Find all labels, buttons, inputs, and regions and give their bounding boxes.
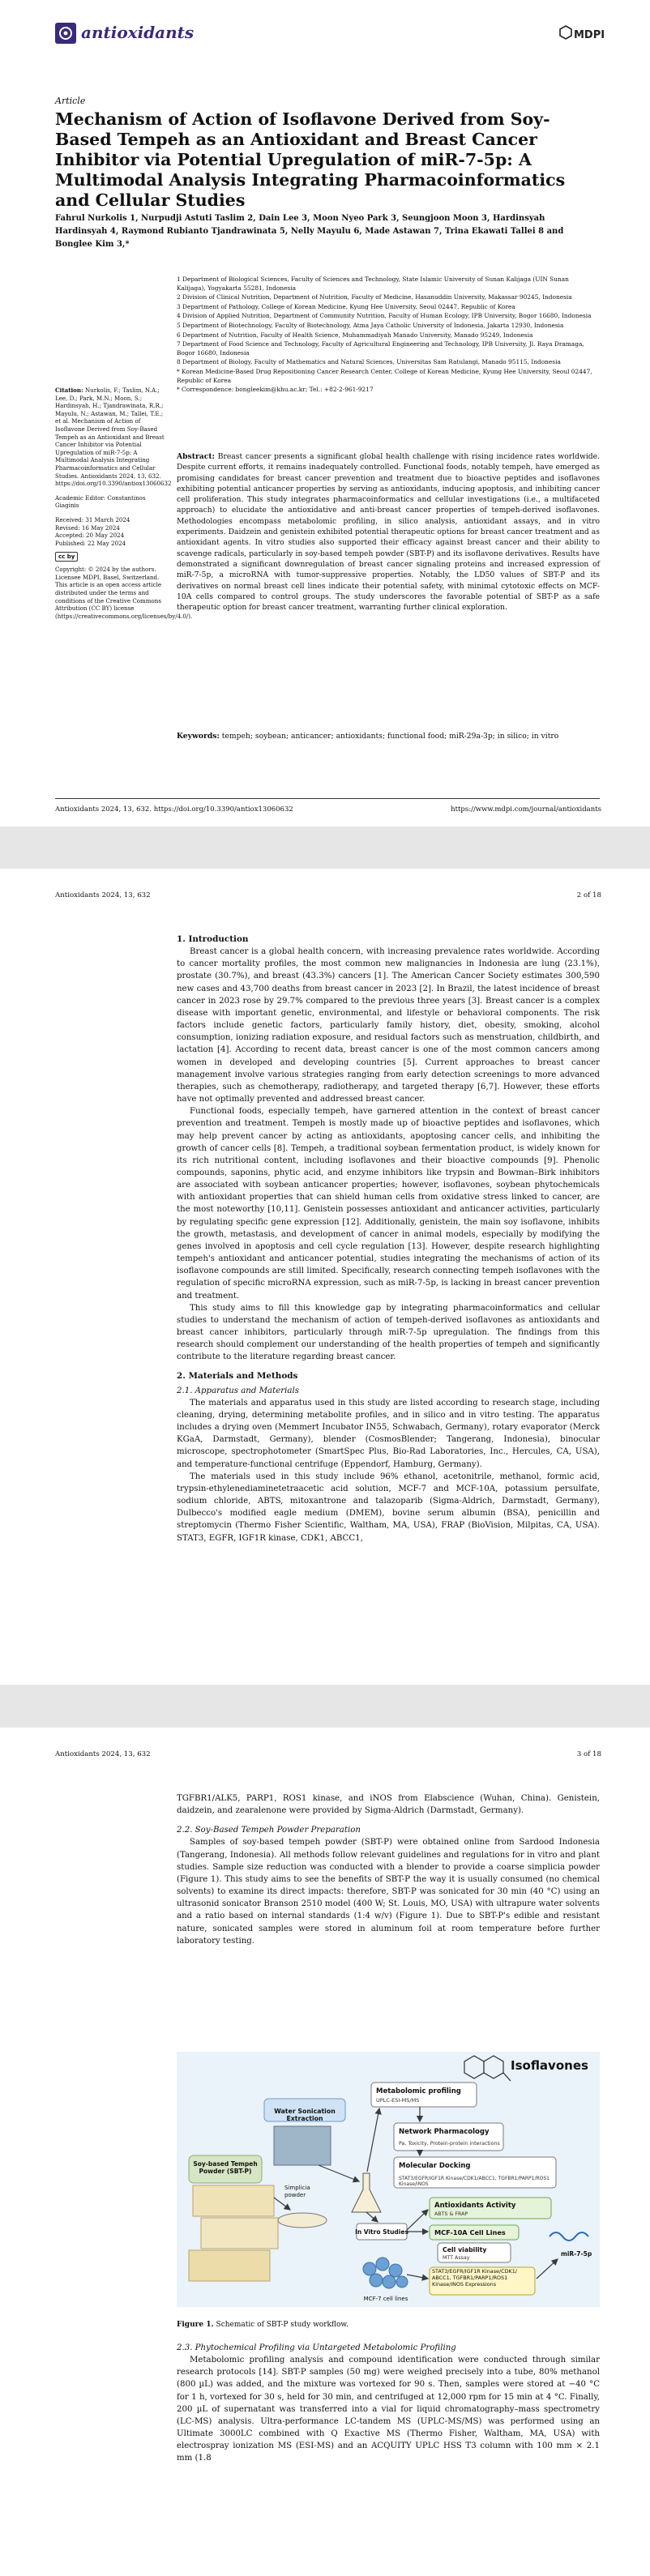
affiliation: 8 Department of Biology, Faculty of Mathematics and Natural Sciences, Universitas Sam Ratulangi, Manado 95115, Indonesia	[177, 358, 561, 366]
page-3	[0, 1728, 650, 2576]
network-label: Network Pharmacology	[399, 2128, 490, 2136]
affiliation: 6 Department of Nutrition, Faculty of Health Science, Muhammadiyah Manado University, Manado 95249, Indonesia	[177, 331, 533, 339]
antioxidant-label: Antioxidants Activity	[434, 2202, 516, 2210]
running-head: Antioxidants 2024, 13, 632	[55, 1750, 151, 1758]
date-published: Published: 22 May 2024	[55, 539, 126, 547]
abstract-text: Breast cancer presents a significant global health challenge with rising incidence rates worldwide. Despite current efforts, it remains inadequately controlled. Functional foods, notably tempeh, have emerged as promising candidates for breast cancer prevention and treatment due to bioactive peptides and isoflavones exhibiting potential anticancer properties by serving as antioxidants, inducing apoptosis, and inhibiting cancer cell proliferation. This study integrates pharmacoinformatics and cellular investigations (i.e., a multifaceted approach) to elucidate the antioxidative and anti-breast cancer properties of tempeh-derived isoflavones. Methodologies encompass metabolomic profiling, in silico analysis, antioxidant assays, and in vitro experiments. Daidzein and genistein exhibited potential therapeutic options for breast cancer treatment and as antioxidant agents. In vitro studies also supported their efficacy against breast cancer and their ability to scavenge radicals, particularly in soy-based tempeh powder (SBT-P) and its isoflavone derivatives. Results have demonstrated a significant downregulation of breast cancer signaling proteins and increased expression of miR-7-5p, a microRNA with tumor-suppressive properties. Notably, the LD50 values of SBT-P and its derivatives on normal breast cell lines indicate their potential safety, with minimal cytotoxic effects on MCF-10A cells compared to control groups. The study underscores the favorable potential of SBT-P as a safe therapeutic option for breast cancer treatment, warranting further clinical exploration.	[177, 452, 601, 613]
section-heading: 2. Materials and Methods	[177, 1371, 298, 1382]
publisher-name: MDPI	[574, 29, 605, 41]
docking-label: Molecular Docking	[399, 2162, 471, 2170]
footer-journal: Antioxidants 2024, 13, 632	[55, 805, 150, 814]
paragraph: Functional foods, especially tempeh, have garnered attention in the context of breast cancer prevention and treatment. Tempeh is mostly made up of bioactive peptides and isoflavones, which may help prevent cancer by acting as antioxidants, apoptosing cancer cells, and inhibiting the growth of cancer cells [8]. Tempeh, a traditional soybean fermentation product, is widely known for its rich nutritional content, including isoflavones and their bioactive compounds [9]. Phenolic compounds, saponins, phytic acid, and enzyme inhibitors like trypsin and Bowman–Birk inhibitors are associated with soybean anticancer properties; however, isoflavones, soybean phytochemicals with antioxidant properties that can shield human cells from oxidative stress linked to cancer, are the most noteworthy [10,11]. Genistein possesses antioxidant and anticancer activities, particularly by regulating specific gene expression [12]. Additionally, genistein, the main soy isoflavone, inhibits the growth, metastasis, and development of cancer in animal models, especially by modifying the genes involved in apoptosis and cell cycle regulation [13]. However, despite research highlighting tempeh's antioxidant and anticancer potential, studies integrating the mechanisms of action of its isoflavone compounds are still limited. Specifically, research connecting tempeh isoflavones with the regulation of specific microRNA expression, such as miR-7-5p, is lacking in breast cancer prevention and treatment.	[177, 1107, 600, 1301]
simplicia-label: Simplicia powder	[284, 2185, 310, 2198]
paragraph: The materials used in this study include 96% ethanol, acetonitrile, methanol, formic acid, trypsin-ethylenediaminetetraacetic acid solution, MCF-7 and MCF-10A, potassium persulfate, sodium chloride, ABTS, mitoxantrone and talazoparib (Sigma-Aldrich, Darmstadt, Germany), Dulbecco's modified eagle medium (DMEM), bovine serum albumin (BSA), penicillin and streptomycin (Thermo Fisher Scientific, Waltham, MA, USA), FRAP (BioVision, Milpitas, CA, USA). STAT3, EGFR, IGF1R kinase, CDK1, ABCC1,	[177, 1472, 600, 1543]
figure-title: Isoflavones	[511, 2058, 588, 2073]
date-revised: Revised: 16 May 2024	[55, 523, 120, 532]
affiliation: 5 Department of Biotechnology, Faculty of Biotechnology, Atma Jaya Catholic University of Indonesia, Jakarta 12930, Indonesia	[177, 321, 564, 329]
subsection-heading: 2.3. Phytochemical Profiling via Untargeted Metabolomic Profiling	[177, 2343, 456, 2352]
metabolomic-sub: UPLC-ESI-MS/MS	[376, 2097, 420, 2104]
simplicia-bowl-icon	[278, 2213, 327, 2228]
viability-label: Cell viability	[443, 2246, 487, 2253]
paragraph: Samples of soy-based tempeh powder (SBT-P) were obtained online from Sardood Indonesia (Tangerang, Indonesia). All methods follow relevant guidelines and regulations for in vitro and plant studies. Sample size reduction was conducted with a blender to provide a coarse simplicia powder (Figure 1). This study aims to see the benefits of SBT-P the way it is usually consumed (no chemical solvents) to examine its direct impacts: therefore, SBT-P was sonicated for 30 min (40 °C) using an ultrasonid sonicator Branson 2510 model (400 W; St. Louis, MO, USA) with ultrapure water solvents and a ratio based on internal standards (1:4 w/v) (Figure 1). Due to SBT-P's edible and resistant nature, sonicated samples were stored in aluminum foil at room temperature before further laboratory testing.	[177, 1838, 600, 1946]
network-sub: Pa, Toxicity, Protein-protein interactions	[399, 2141, 500, 2147]
copyright-notice: Copyright: © 2024 by the authors. Licensee MDPI, Basel, Switzerland. This article is an open access article distributed under the terms and conditions of the Creative Commons Attribution (CC BY) license (https://creativecommons.org/licenses/by/4.0/).	[55, 566, 193, 620]
profiling-section	[177, 2342, 600, 2465]
correspondence: * Correspondence: bongleekim@khu.ac.kr; Tel.: +82-2-961-9217	[177, 386, 374, 394]
keywords-label: Keywords:	[177, 732, 220, 741]
paragraph: This study aims to fill this knowledge gap by integrating pharmacoinformatics and cellular studies to understand the mechanism of action of tempeh-derived isoflavones as antioxidants and breast cancer inhibitors, particularly through miR-7-5p upregulation. The findings from this research should complement our understanding of the health properties of tempeh and significantly contribute to the literature regarding breast cancer.	[177, 1303, 600, 1362]
introduction-section	[177, 933, 600, 1544]
journal-logo-icon	[55, 23, 76, 44]
citation-text[interactable]: Nurkolis, F.; Taslim, N.A.; Lee, D.; Park, M.N.; Moon, S.; Hardinsyah, H.; Tjandrawinata, R.R.; Mayulu, N.; Astawan, M.; Tallei, T.E.; et al. Mechanism of Action of Isoflavone Derived from Soy-Based Tempeh as an Antioxidant and Breast Cancer Inhibitor via Potential Upregulation of miR-7-5p: A Multimodal Analysis Integrating Pharmacoinformatics and Cellular Studies. Antioxidants 2024, 13, 632. https://doi.org/10.3390/antiox13060632	[55, 387, 172, 488]
affiliation: 3 Department of Pathology, College of Korean Medicine, Kyung Hee University, Seoul 02447, Republic of Korea	[177, 302, 515, 310]
publisher-logo	[559, 24, 605, 44]
powder-label: Soy-based Tempeh Powder (SBT-P)	[193, 2160, 258, 2175]
author-list: Fahrul Nurkolis 1, Nurpudji Astuti Taslim 2, Dain Lee 3, Moon Nyeo Park 3, Seungjoon Moon 3, Hardinsyah Hardinsyah 4, Raymond Rubianto Tjandrawinata 5, Nelly Mayulu 6, Made Astawan 7, Trina Ekawati Tallei 8 and Bonglee Kim 3,*	[55, 214, 564, 249]
academic-editor: Academic Editor: Constantinos Giaginis	[55, 493, 146, 510]
keywords-text: tempeh; soybean; anticancer; antioxidants; functional food; miR-29a-3p; in silico; in vitro	[221, 732, 559, 741]
page-number: 3 of 18	[576, 1750, 601, 1758]
viability-sub: MTT Assay	[443, 2255, 470, 2261]
affiliation: 1 Department of Biological Sciences, Faculty of Sciences and Technology, State Islamic University of Sunan Kalijaga (UIN Sunan Kalijaga), Yogyakarta 55281, Indonesia	[177, 276, 569, 292]
subsection-heading: 2.1. Apparatus and Materials	[177, 1386, 299, 1395]
abstract-label: Abstract:	[177, 452, 215, 461]
page-1	[0, 0, 650, 827]
elisa-label: STAT3/EGFR/IGF1R Kinase/CDK1/ ABCC1, TGFBR1/PARP1/ROS1 Kinase/iNOS Expressions	[432, 2268, 517, 2288]
figure-1-workflow	[177, 2052, 600, 2307]
date-received: Received: 31 March 2024	[55, 515, 130, 523]
metabolomic-label: Metabolomic profiling	[376, 2087, 461, 2095]
journal-name: antioxidants	[81, 23, 195, 42]
keywords	[177, 731, 600, 741]
mcf7-label: MCF-7 cell lines	[363, 2296, 408, 2302]
water-label: Water Sonication Extraction	[274, 2108, 336, 2122]
article-title: Mechanism of Action of Isoflavone Derived from Soy-Based Tempeh as an Antioxidant and Breast Cancer Inhibitor via Potential Upregulation of miR-7-5p: A Multimodal Analysis Integrating Pharmacoinformatics and Cellular Studies	[55, 109, 566, 210]
mirna-label: miR-7-5p	[561, 2250, 592, 2258]
tempeh-blocks-icon	[189, 2185, 278, 2281]
date-accepted: Accepted: 20 May 2024	[55, 532, 125, 540]
affiliation: 2 Division of Clinical Nutrition, Department of Nutrition, Faculty of Medicine, Hasanuddin University, Makassar 90245, Indonesia	[177, 293, 572, 301]
footer-rule	[55, 798, 600, 799]
figure-caption-text: Schematic of SBT-P study workflow.	[216, 2321, 349, 2329]
figure-caption-label: Figure 1.	[177, 2321, 214, 2329]
cc-license-badge[interactable]: cc by	[55, 552, 78, 562]
footer-doi[interactable]: https://doi.org/10.3390/antiox13060632	[153, 805, 293, 814]
paragraph: The materials and apparatus used in this study are listed according to research stage, including cleaning, drying, determining metabolite profiles, and in silico and in vitro testing. The apparatus includes a drying oven (Memmert Incubator IN55, Schwabach, Germany), rotary evaporator (Merck KGaA, Darmstadt, Germany), blender (CosmosBlender; Tangerang, Indonesia), binocular microscope, spectrophotometer (SmartSpec Plus, Bio-Rad Laboratories, Inc., Hercules, CA, USA), and temperature-functional centrifuge (Eppendorf, Hamburg, Germany).	[177, 1398, 600, 1469]
elisa-text-wrap	[432, 2269, 533, 2294]
page-2	[0, 869, 650, 1685]
figure-caption	[177, 2321, 600, 2329]
mcf10a-label: MCF-10A Cell Lines	[434, 2228, 506, 2236]
footer-citation: Antioxidants 2024, 13, 632. https://doi.org/10.3390/antiox13060632	[55, 805, 293, 814]
affiliation: 4 Division of Applied Nutrition, Department of Community Nutrition, Faculty of Human Ecology, IPB University, Bogor 16680, Indonesia	[177, 312, 592, 320]
section-heading: 1. Introduction	[177, 934, 249, 944]
invitro-label: In Vitro Studies	[355, 2228, 408, 2236]
footer-url[interactable]: https://www.mdpi.com/journal/antioxidants	[451, 805, 601, 814]
page-number: 2 of 18	[576, 891, 601, 899]
affiliations	[177, 276, 598, 395]
abstract	[177, 451, 600, 613]
affiliation: * Korean Medicine-Based Drug Repositioning Cancer Research Center, College of Korean Medicine, Kyung Hee University, Seoul 02447, Republic of Korea	[177, 367, 592, 384]
paragraph: TGFBR1/ALK5, PARP1, ROS1 kinase, and iNOS from Elabscience (Wuhan, China). Genistein, daidzein, and zearalenone were provided by Sigma-Aldrich (Darmstadt, Germany).	[177, 1794, 600, 1816]
antioxidant-sub: ABTS & FRAP	[434, 2211, 468, 2217]
affiliation: 7 Department of Food Science and Technology, Faculty of Agricultural Engineering and Technology, IPB University, Jl. Raya Dramaga, Bogor 16680, Indonesia	[177, 340, 584, 357]
subsection-heading: 2.2. Soy-Based Tempeh Powder Preparation	[177, 1826, 361, 1835]
sonicator-icon	[274, 2126, 331, 2165]
citation-sidebar	[55, 387, 193, 626]
running-head: Antioxidants 2024, 13, 632	[55, 891, 151, 899]
citation-label: Citation:	[55, 387, 83, 394]
article-type: Article	[55, 96, 86, 106]
materials-continued	[177, 1792, 600, 1947]
paragraph: Metabolomic profiling analysis and compound identification were conducted through similar research protocols [14]. SBT-P samples (50 mg) were weighed precisely into a tube, 80% methanol (800 µL) was added, and the mixture was vortexed for 90 s. Then, samples were stored at −40 °C for 1 h, vortexed for 30 s, held for 30 min, and centrifuged at 12,000 rpm for 15 min at 4 °C. Finally, 200 µL of supernatant was transferred into a vial for liquid chromatography–mass spectrometry (LC-MS) analysis. Ultra-performance LC-tandem MS (UPLC-MS/MS) was performed using an Ultimate 3000LC combined with Q Exactive MS (Thermo Fisher, Waltham, MA, USA) with electrospray ionization MS (ESI-MS) and an ACQUITY UPLC HSS T3 column with 100 mm × 2.1 mm (1.8	[177, 2356, 600, 2463]
docking-sub: STAT3/EGFR/IGF1R Kinase/CDK1/ABCC1, TGFBR1/PARP1/ROS1 Kinase/iNOS	[399, 2176, 550, 2187]
paragraph: Breast cancer is a global health concern, with increasing prevalence rates worldwide. According to cancer mortality profiles, the most common new malignancies in Indonesia are lung (23.1%), prostate (30.7%), and breast (43.3%) cancers [1]. The American Cancer Society estimates 300,590 new cases and 43,700 deaths from breast cancer in 2023 [2]. In Brazil, the latest incidence of breast cancer in 2023 rose by 29.7% compared to the previous three years [3]. Breast cancer is a complex disease with important genetic, environmental, and lifestyle or behavioral components. The risk factors include genetic factors, particularly family history, diet, obesity, smoking, alcohol consumption, ionizing radiation exposure, and residual factors such as menstruation, childbirth, and lactation [4]. According to recent data, breast cancer is one of the most common cancers among women in developed and developing countries [5]. Current approaches to breast cancer management involve various strategies ranging from early detection screenings to more advanced therapies, such as chemotherapy, radiotherapy, and targeted therapy [6,7]. However, these efforts have not optimally prevented and addressed breast cancer.	[177, 947, 600, 1104]
